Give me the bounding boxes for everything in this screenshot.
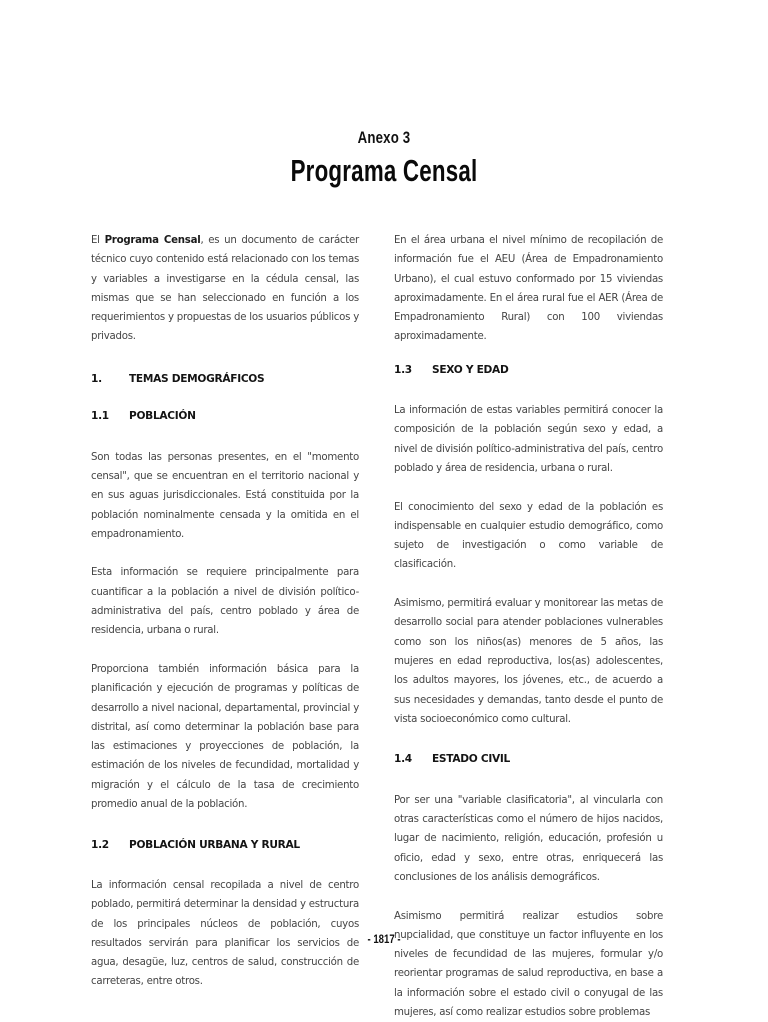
section-number: 1.1 (91, 407, 129, 426)
page-title: Programa Censal (108, 153, 661, 189)
annex-label: Anexo 3 (84, 128, 683, 148)
continuation-paragraph: En el área urbana el nivel mínimo de recopilación de información fue el AEU (Área de Empadronamiento Urbano), el cual estuvo conformado por 15 viviendas aproximadamente. En el área rural fue el AER (Área de Empadronamiento Rural) con 100 viviendas aproximadamente. (394, 231, 663, 347)
paragraph: Por ser una "variable clasificatoria", al vincularla con otras características como el número de hijos nacidos, lugar de nacimiento, religión, educación, profesión u oficio, edad y sexo, entre otras, enriquecerá las conclusiones de los análisis demográficos. (394, 791, 663, 887)
section-number: 1.4 (394, 750, 432, 769)
left-column (91, 231, 359, 992)
section-title: ESTADO CIVIL (432, 753, 510, 765)
section-title: TEMAS DEMOGRÁFICOS (129, 373, 264, 385)
intro-paragraph (91, 231, 359, 347)
section-heading-1-4 (394, 750, 663, 769)
paragraph: El conocimiento del sexo y edad de la población es indispensable en cualquier estudio demográfico, como sujeto de investigación o como variable de clasificación. (394, 498, 663, 575)
paragraph: La información censal recopilada a nivel de centro poblado, permitirá determinar la densidad y estructura de los principales núcleos de población, cuyos resultados servirán para planificar los servicios de agua, desagüe, luz, centros de salud, construcción de carreteras, entre otros. (91, 876, 359, 992)
section-heading-1-2 (91, 836, 359, 855)
paragraph: La información de estas variables permitirá conocer la composición de la población según sexo y edad, a nivel de división político-administrativa del país, centro poblado y área de residencia, urbana o rural. (394, 401, 663, 478)
section-title: SEXO Y EDAD (432, 364, 508, 376)
paragraph: Asimismo, permitirá evaluar y monitorear las metas de desarrollo social para atender poblaciones vulnerables como son los niños(as) menores de 5 años, las mujeres en edad reproductiva, los(as) adolescentes, los adultos mayores, los jóvenes, etc., de acuerdo a sus necesidades y demandas, tanto desde el punto de vista socioeconómico como cultural. (394, 594, 663, 729)
section-title: POBLACIÓN URBANA Y RURAL (129, 839, 300, 851)
paragraph: Asimismo permitirá realizar estudios sobre nupcialidad, que constituye un factor influyente en los niveles de fecundidad de las mujeres, formular y/o reorientar programas de salud reproductiva, en base a la información sobre el estado civil o conyugal de las mujeres, así como realizar estudios sobre problemas (394, 907, 663, 1022)
paragraph: Son todas las personas presentes, en el "momento censal", que se encuentran en el territorio nacional y en sus aguas jurisdiccionales. Está constituida por la población nominalmente censada y la omitida en el empadronamiento. (91, 448, 359, 544)
section-heading-1-1 (91, 407, 359, 426)
page-number: - 1817 - (77, 932, 691, 946)
right-column (394, 231, 663, 1022)
section-number: 1.3 (394, 361, 432, 380)
section-heading-1-3 (394, 361, 663, 380)
section-heading-1 (91, 370, 359, 389)
intro-pre: El (91, 235, 105, 246)
section-number: 1.2 (91, 836, 129, 855)
section-title: POBLACIÓN (129, 410, 196, 422)
paragraph: Proporciona también información básica para la planificación y ejecución de programas y políticas de desarrollo a nivel nacional, departamental, provincial y distrital, así como determinar la población base para las estimaciones y proyecciones de población, la estimación de los niveles de fecundidad, mortalidad y migración y el cálculo de la tasa de crecimiento promedio anual de la población. (91, 660, 359, 814)
intro-post: , es un documento de carácter técnico cuyo contenido está relacionado con los temas y variables a investigarse en la cédula censal, las mismas que se han seleccionado en función a los requerimientos y propuestas de los usuarios públicos y privados. (91, 235, 359, 342)
intro-bold-term: Programa Censal (105, 235, 201, 246)
paragraph: Esta información se requiere principalmente para cuantificar a la población a nivel de división político-administrativa del país, centro poblado y área de residencia, urbana o rural. (91, 563, 359, 640)
section-number: 1. (91, 370, 129, 389)
